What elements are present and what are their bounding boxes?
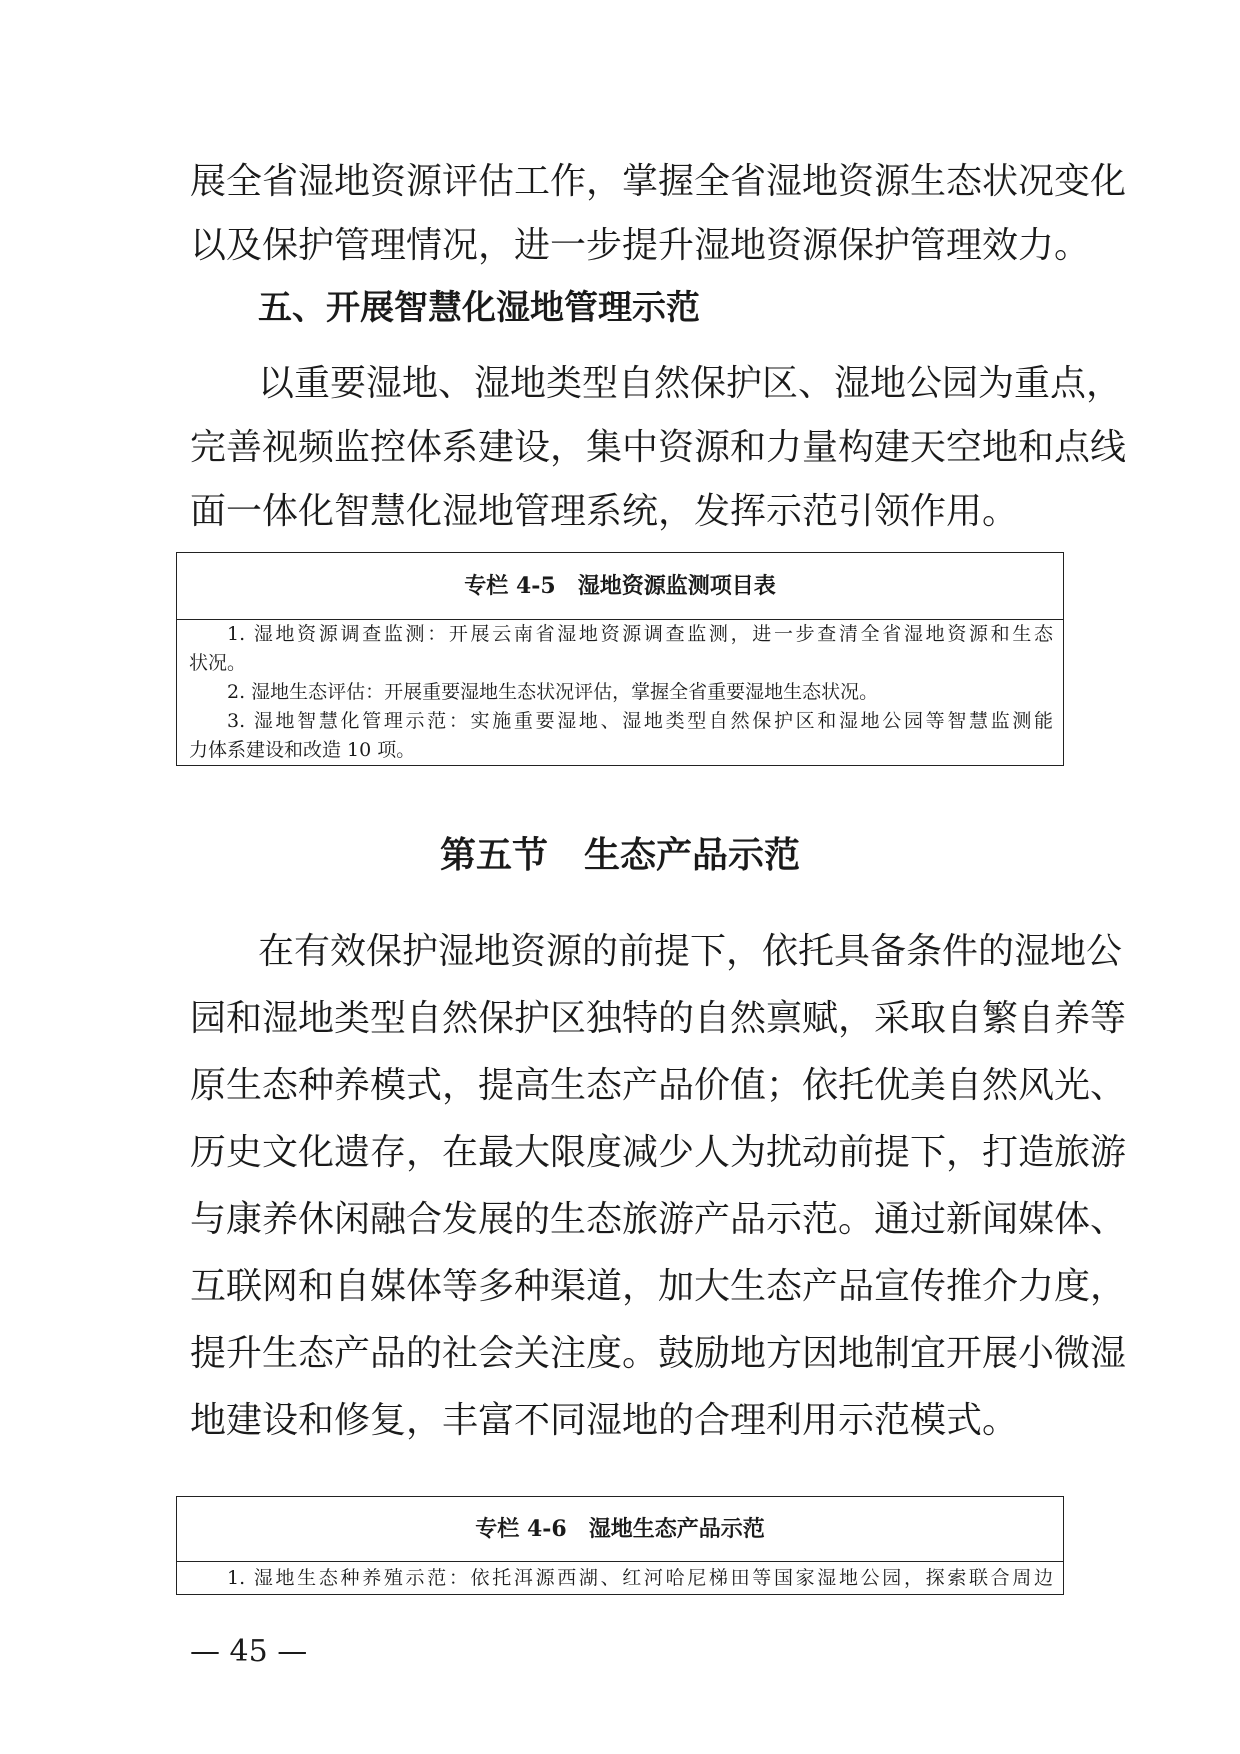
paragraph-line: 以重要湿地、湿地类型自然保护区、湿地公园为重点， <box>258 363 1123 404</box>
paragraph-line: 面一体化智慧化湿地管理系统，发挥示范引领作用。 <box>190 491 1019 532</box>
box-item: 1. 湿地生态种养殖示范：依托洱源西湖、红河哈尼梯田等国家湿地公园，探索联合周边 <box>227 1567 1053 1589</box>
paragraph-line: 园和湿地类型自然保护区独特的自然禀赋，采取自繁自养等 <box>190 998 1127 1039</box>
paragraph-line: 展全省湿地资源评估工作，掌握全省湿地资源生态状况变化 <box>190 161 1127 202</box>
box-item: 力体系建设和改造 10 项。 <box>189 739 416 761</box>
column-box-4-6 <box>176 1496 1064 1595</box>
column-box-4-5 <box>176 552 1064 766</box>
paragraph-line: 互联网和自媒体等多种渠道，加大生态产品宣传推介力度， <box>190 1266 1127 1307</box>
box-item: 1. 湿地资源调查监测：开展云南省湿地资源调查监测，进一步查清全省湿地资源和生态 <box>227 623 1053 645</box>
paragraph-line: 完善视频监控体系建设，集中资源和力量构建天空地和点线 <box>190 427 1127 468</box>
subsection-heading: 五、开展智慧化湿地管理示范 <box>258 288 700 328</box>
paragraph-line: 在有效保护湿地资源的前提下，依托具备条件的湿地公 <box>258 931 1123 972</box>
paragraph-line: 历史文化遗存，在最大限度减少人为扰动前提下，打造旅游 <box>190 1132 1127 1173</box>
section-title: 第五节 生态产品示范 <box>439 835 800 876</box>
box-item: 状况。 <box>189 652 247 674</box>
paragraph-line: 地建设和修复，丰富不同湿地的合理利用示范模式。 <box>190 1400 1019 1441</box>
box-item: 2. 湿地生态评估：开展重要湿地生态状况评估，掌握全省重要湿地生态状况。 <box>227 681 879 703</box>
box-item: 3. 湿地智慧化管理示范：实施重要湿地、湿地类型自然保护区和湿地公园等智慧监测能 <box>227 710 1053 732</box>
paragraph-line: 与康养休闲融合发展的生态旅游产品示范。通过新闻媒体、 <box>190 1199 1127 1240</box>
paragraph-line: 以及保护管理情况，进一步提升湿地资源保护管理效力。 <box>190 225 1091 266</box>
page-number: — 45 — <box>190 1634 308 1669</box>
box-title: 专栏 4-6 湿地生态产品示范 <box>177 1497 1063 1562</box>
paragraph-line: 原生态种养模式，提高生态产品价值；依托优美自然风光、 <box>190 1065 1127 1106</box>
box-title: 专栏 4-5 湿地资源监测项目表 <box>177 553 1063 620</box>
paragraph-line: 提升生态产品的社会关注度。鼓励地方因地制宜开展小微湿 <box>190 1333 1127 1374</box>
